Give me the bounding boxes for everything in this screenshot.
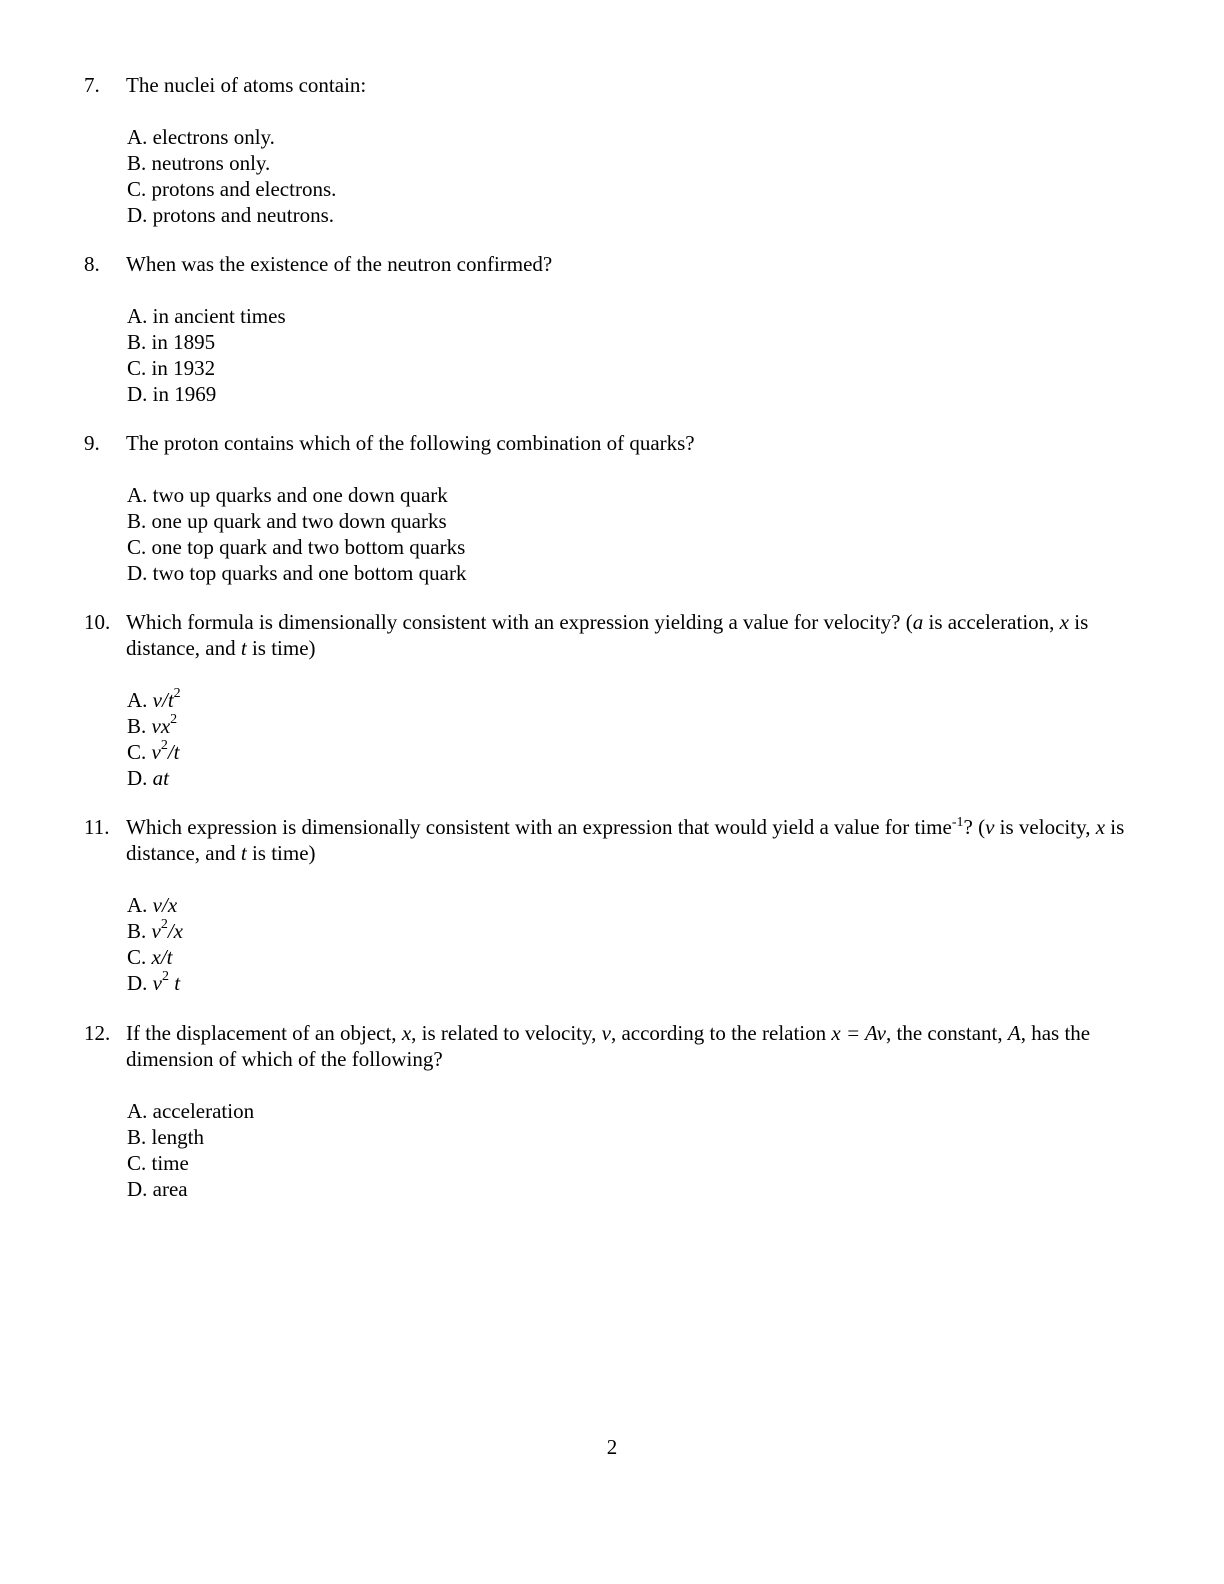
question-9 (84, 430, 1134, 586)
question-number: 7. (84, 73, 100, 97)
option-b (127, 713, 1134, 739)
option-d: D. protons and neutrons. (127, 203, 335, 227)
text-segment: is distance, and (126, 610, 1089, 660)
option-c (127, 944, 1134, 970)
option-expression-tail: /x (167, 919, 183, 943)
text-segment: is distance, and (126, 815, 1125, 865)
option-prefix: A. (127, 893, 153, 917)
option-c: C. in 1932 (127, 356, 216, 380)
option-c: C. protons and electrons. (127, 177, 337, 201)
option-expression: vx (151, 714, 171, 738)
exponent: -1 (951, 815, 964, 830)
option-a: A. two up quarks and one down quark (127, 483, 448, 507)
option-prefix: B. (127, 919, 152, 943)
option-list (127, 1098, 1134, 1202)
question-text: When was the existence of the neutron confirmed? (126, 252, 553, 276)
question-11 (84, 814, 1134, 996)
question-text: The nuclei of atoms contain: (126, 73, 367, 97)
text-segment: Which formula is dimensionally consistent with an expression yielding a value for velocity? ( (126, 610, 913, 634)
option-b (127, 918, 1134, 944)
option-exponent: 2 (173, 686, 181, 701)
option-expression-tail: t (174, 971, 181, 995)
variable: x (401, 1021, 412, 1045)
variable: t (240, 636, 247, 660)
option-prefix: D. (127, 971, 153, 995)
option-a: A. in ancient times (127, 304, 286, 328)
question-number: 10. (84, 610, 111, 634)
question-7 (84, 72, 1134, 228)
option-exponent: 2 (160, 738, 168, 753)
option-expression: at (152, 766, 170, 790)
option-d: D. area (127, 1177, 188, 1201)
option-expression: v (152, 971, 162, 995)
option-prefix: B. (127, 714, 152, 738)
variable: x = Av (831, 1021, 886, 1045)
option-list (127, 892, 1134, 996)
question-8 (84, 251, 1134, 407)
text-segment: , the constant, (886, 1021, 1008, 1045)
text-segment: is time) (246, 636, 316, 660)
question-number: 11. (84, 815, 110, 839)
option-list (127, 687, 1134, 791)
variable: t (240, 841, 247, 865)
question-text (126, 609, 1134, 661)
option-expression: v (151, 740, 161, 764)
question-number: 12. (84, 1021, 111, 1045)
option-exponent: 2 (162, 969, 169, 984)
question-text (126, 814, 1134, 866)
option-a: A. electrons only. (127, 125, 275, 149)
option-d (127, 765, 1134, 791)
option-c: C. time (127, 1151, 189, 1175)
question-10 (84, 609, 1134, 791)
option-expression-tail: /t (167, 740, 180, 764)
option-list (127, 124, 1134, 228)
variable: x (1059, 610, 1069, 634)
option-d (127, 970, 1134, 996)
option-a: A. acceleration (127, 1099, 255, 1123)
variable: v (601, 1021, 611, 1045)
variable: v (985, 815, 995, 839)
option-list (127, 303, 1134, 407)
variable: a (912, 610, 924, 634)
option-b: B. length (127, 1125, 204, 1149)
text-segment: , is related to velocity, (411, 1021, 602, 1045)
option-d: D. two top quarks and one bottom quark (127, 561, 467, 585)
option-list (127, 482, 1134, 586)
option-expression: v (151, 919, 161, 943)
option-expression: v/t (152, 688, 174, 712)
text-segment: is time) (246, 841, 316, 865)
text-segment: Which expression is dimensionally consistent with an expression that would yield a value for time (126, 815, 952, 839)
question-12 (84, 1020, 1134, 1202)
option-prefix: D. (127, 766, 153, 790)
option-expression: x/t (151, 945, 173, 969)
text-segment: ? ( (963, 815, 986, 839)
text-segment: , according to the relation (610, 1021, 832, 1045)
text-segment: , has the dimension of which of the following? (126, 1021, 1091, 1071)
question-text (126, 1020, 1134, 1072)
option-c: C. one top quark and two bottom quarks (127, 535, 466, 559)
text-segment: is acceleration, (923, 610, 1060, 634)
option-exponent: 2 (160, 917, 168, 932)
question-text: The proton contains which of the following combination of quarks? (126, 431, 695, 455)
option-a (127, 892, 1134, 918)
option-exponent: 2 (170, 712, 178, 727)
text-segment: is velocity, (994, 815, 1096, 839)
option-b: B. in 1895 (127, 330, 216, 354)
variable: x (1095, 815, 1106, 839)
option-a (127, 687, 1134, 713)
option-expression: v/x (152, 893, 178, 917)
option-b: B. neutrons only. (127, 151, 271, 175)
option-prefix: C. (127, 740, 152, 764)
text-segment: If the displacement of an object, (126, 1021, 402, 1045)
option-d: D. in 1969 (127, 382, 217, 406)
question-number: 8. (84, 252, 100, 276)
page-number: 2 (606, 1435, 618, 1459)
question-number: 9. (84, 431, 100, 455)
variable: A (1007, 1021, 1021, 1045)
option-c (127, 739, 1134, 765)
option-prefix: A. (127, 688, 153, 712)
option-b: B. one up quark and two down quarks (127, 509, 447, 533)
option-prefix: C. (127, 945, 152, 969)
